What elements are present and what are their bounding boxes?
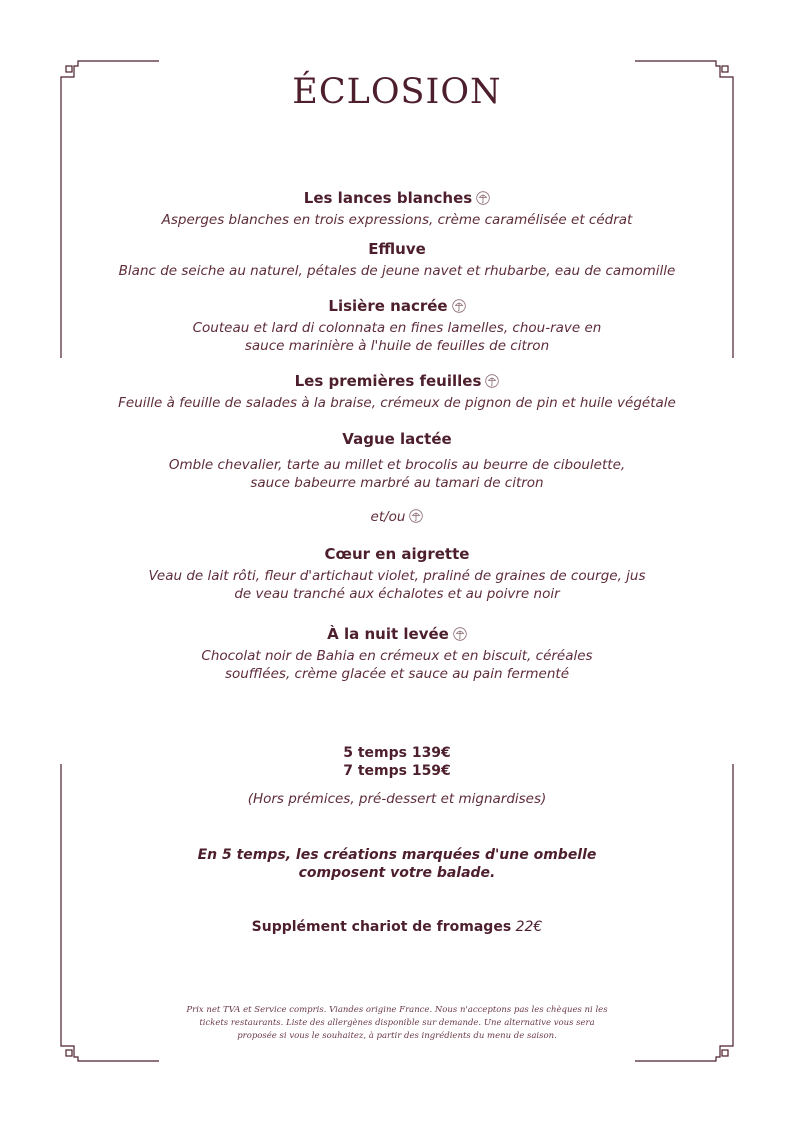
dish-item	[0, 189, 794, 229]
dish-item	[0, 240, 794, 280]
umbrella-icon	[452, 299, 466, 313]
legal-notice: Prix net TVA et Service compris. Viandes origine France. Nous n'acceptons pas les chèques ni les tickets restaurants. Liste des allergènes disponible sur demande. Une alternative vous sera proposée si vous le souhaitez, à partir des ingrédients du menu de saison.	[186, 1005, 608, 1041]
price-7-courses: 7 temps 159€	[343, 763, 451, 779]
dish-name: Vague lactée	[342, 430, 452, 448]
price-exclusions: (Hors prémices, pré-dessert et mignardises)	[247, 791, 547, 807]
dish-name: Lisière nacrée	[0, 297, 794, 315]
dish-item	[0, 625, 794, 683]
dish-item	[0, 545, 794, 603]
dish-description: Blanc de seiche au naturel, pétales de jeune navet et rhubarbe, eau de camomille	[118, 263, 676, 279]
dish-description: Chocolat noir de Bahia en crémeux et en biscuit, céréales soufflées, crème glacée et sauce au pain fermenté	[201, 648, 593, 682]
dish-description: Veau de lait rôti, fleur d'artichaut violet, praliné de graines de courge, jus de veau tranché aux échalotes et au poivre noir	[148, 568, 646, 602]
price-list	[0, 744, 794, 780]
dish-description: Feuille à feuille de salades à la braise, crémeux de pignon de pin et huile végétale	[118, 395, 676, 411]
dish-item	[0, 297, 794, 355]
supplement-price: 22€	[515, 919, 543, 935]
dish-name: Les lances blanches	[0, 189, 794, 207]
ombelle-note: En 5 temps, les créations marquées d'une ombelle composent votre balade.	[197, 847, 597, 881]
or-separator: et/ou	[0, 509, 794, 525]
menu-title: ÉCLOSION	[292, 72, 502, 112]
price-5-courses: 5 temps 139€	[343, 745, 451, 761]
dish-description: Asperges blanches en trois expressions, crème caramélisée et cédrat	[161, 212, 633, 228]
dish-description: Omble chevalier, tarte au millet et brocolis au beurre de ciboulette, sauce babeurre marbré au tamari de citron	[168, 457, 626, 491]
dish-item	[0, 372, 794, 412]
umbrella-icon	[453, 627, 467, 641]
cheese-supplement	[0, 919, 794, 935]
supplement-label: Supplément chariot de fromages	[251, 919, 512, 935]
dish-name: Effluve	[368, 240, 426, 258]
dish-item	[0, 430, 794, 492]
umbrella-icon	[485, 374, 499, 388]
umbrella-icon	[476, 191, 490, 205]
dish-description: Couteau et lard di colonnata en fines lamelles, chou-rave en sauce marinière à l'huile de feuilles de citron	[192, 320, 602, 354]
dish-name: Cœur en aigrette	[324, 545, 470, 563]
dish-name: À la nuit levée	[0, 625, 794, 643]
umbrella-icon	[409, 509, 423, 523]
dish-name: Les premières feuilles	[0, 372, 794, 390]
